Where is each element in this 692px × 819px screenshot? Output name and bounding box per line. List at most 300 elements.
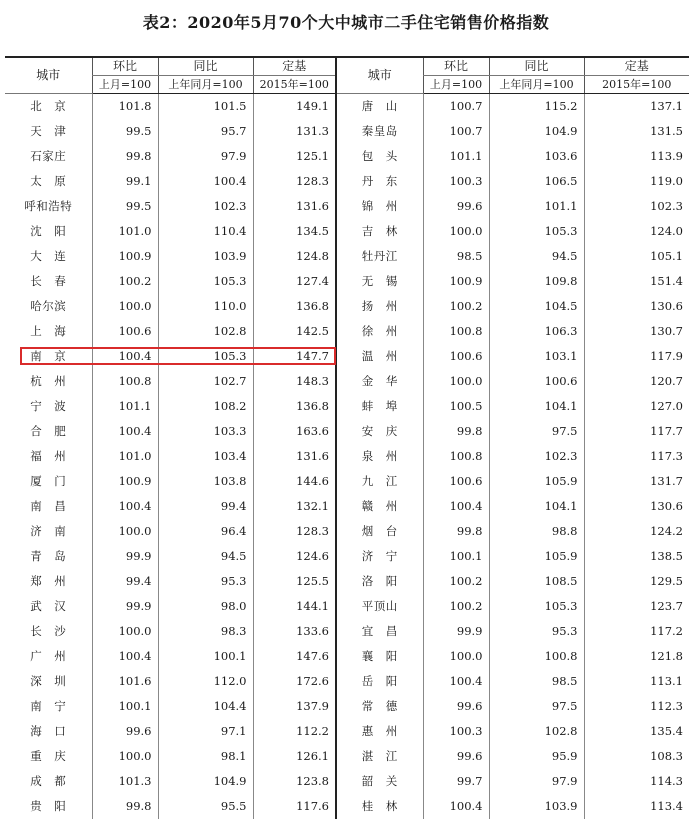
value-base: 142.5 bbox=[253, 319, 336, 344]
value-yoy: 97.9 bbox=[489, 769, 584, 794]
city-name-left bbox=[5, 269, 92, 294]
value-yoy: 94.5 bbox=[158, 544, 253, 569]
city-name-left bbox=[5, 244, 92, 269]
value-yoy: 106.3 bbox=[489, 319, 584, 344]
value-base: 130.6 bbox=[584, 494, 689, 519]
table-row bbox=[5, 419, 689, 444]
price-index-table bbox=[5, 56, 689, 819]
value-yoy: 103.8 bbox=[158, 469, 253, 494]
value-yoy: 103.4 bbox=[158, 444, 253, 469]
value-mom: 98.5 bbox=[423, 244, 489, 269]
value-yoy: 95.5 bbox=[158, 794, 253, 819]
value-base: 123.8 bbox=[253, 769, 336, 794]
city-label: 惠 州 bbox=[362, 724, 398, 738]
value-base: 136.8 bbox=[253, 394, 336, 419]
city-name-right bbox=[336, 219, 423, 244]
value-mom: 100.6 bbox=[92, 319, 158, 344]
city-label: 石家庄 bbox=[30, 149, 66, 163]
value-mom: 101.0 bbox=[92, 219, 158, 244]
table-row bbox=[5, 194, 689, 219]
city-name-left bbox=[5, 694, 92, 719]
city-label: 韶 关 bbox=[362, 774, 398, 788]
city-name-right bbox=[336, 794, 423, 819]
value-mom: 99.6 bbox=[92, 719, 158, 744]
value-mom: 99.8 bbox=[423, 419, 489, 444]
city-name-left bbox=[5, 519, 92, 544]
city-label: 郑 州 bbox=[30, 574, 66, 588]
value-base: 130.7 bbox=[584, 319, 689, 344]
city-label: 金 华 bbox=[362, 374, 398, 388]
value-base: 172.6 bbox=[253, 669, 336, 694]
header-base-sub-right: 2015年=100 bbox=[584, 76, 689, 94]
value-yoy: 95.3 bbox=[158, 569, 253, 594]
value-base: 137.1 bbox=[584, 94, 689, 120]
city-label: 常 德 bbox=[362, 699, 398, 713]
value-yoy: 103.1 bbox=[489, 344, 584, 369]
table-row bbox=[5, 469, 689, 494]
value-base: 138.5 bbox=[584, 544, 689, 569]
value-base: 131.6 bbox=[253, 194, 336, 219]
city-name-left bbox=[5, 444, 92, 469]
city-label: 太 原 bbox=[30, 174, 66, 188]
city-label: 济 宁 bbox=[362, 549, 398, 563]
value-base: 131.5 bbox=[584, 119, 689, 144]
city-name-left bbox=[5, 469, 92, 494]
city-label: 扬 州 bbox=[362, 299, 398, 313]
city-label: 广 州 bbox=[30, 649, 66, 663]
table-body bbox=[5, 94, 689, 819]
value-yoy: 102.7 bbox=[158, 369, 253, 394]
city-name-left bbox=[5, 94, 92, 120]
table-row bbox=[5, 794, 689, 819]
city-label: 福 州 bbox=[30, 449, 66, 463]
value-mom: 100.0 bbox=[92, 619, 158, 644]
value-base: 105.1 bbox=[584, 244, 689, 269]
city-name-right bbox=[336, 119, 423, 144]
table-row bbox=[5, 169, 689, 194]
header-base-sub: 2015年=100 bbox=[253, 76, 336, 94]
value-mom: 100.4 bbox=[92, 494, 158, 519]
city-name-right bbox=[336, 419, 423, 444]
value-base: 144.6 bbox=[253, 469, 336, 494]
value-yoy: 112.0 bbox=[158, 669, 253, 694]
header-mom-right: 环比 bbox=[423, 57, 489, 76]
value-mom: 100.3 bbox=[423, 719, 489, 744]
value-base: 102.3 bbox=[584, 194, 689, 219]
table-row bbox=[5, 519, 689, 544]
city-label: 岳 阳 bbox=[362, 674, 398, 688]
value-yoy: 98.3 bbox=[158, 619, 253, 644]
value-base: 117.3 bbox=[584, 444, 689, 469]
city-name-left bbox=[5, 794, 92, 819]
city-label: 天 津 bbox=[30, 124, 66, 138]
value-base: 124.8 bbox=[253, 244, 336, 269]
city-label: 厦 门 bbox=[30, 474, 66, 488]
value-mom: 100.0 bbox=[92, 519, 158, 544]
table-row bbox=[5, 144, 689, 169]
table-row bbox=[5, 594, 689, 619]
value-mom: 100.4 bbox=[92, 419, 158, 444]
value-base: 148.3 bbox=[253, 369, 336, 394]
value-yoy: 100.6 bbox=[489, 369, 584, 394]
city-label: 安 庆 bbox=[362, 424, 398, 438]
city-name-left bbox=[5, 219, 92, 244]
value-yoy: 97.5 bbox=[489, 694, 584, 719]
value-yoy: 102.3 bbox=[489, 444, 584, 469]
city-label: 海 口 bbox=[30, 724, 66, 738]
table-row bbox=[5, 669, 689, 694]
city-label: 上 海 bbox=[30, 324, 66, 338]
value-mom: 100.5 bbox=[423, 394, 489, 419]
value-yoy: 98.1 bbox=[158, 744, 253, 769]
city-name-right bbox=[336, 144, 423, 169]
city-name-left bbox=[5, 644, 92, 669]
value-mom: 100.7 bbox=[423, 94, 489, 120]
value-mom: 100.6 bbox=[423, 469, 489, 494]
value-yoy: 95.7 bbox=[158, 119, 253, 144]
city-label: 无 锡 bbox=[362, 274, 398, 288]
value-mom: 99.5 bbox=[92, 194, 158, 219]
value-mom: 100.4 bbox=[423, 794, 489, 819]
value-base: 119.0 bbox=[584, 169, 689, 194]
value-mom: 100.0 bbox=[92, 294, 158, 319]
city-label: 南 昌 bbox=[30, 499, 66, 513]
value-mom: 100.2 bbox=[423, 569, 489, 594]
city-label: 温 州 bbox=[362, 349, 398, 363]
city-label: 吉 林 bbox=[362, 224, 398, 238]
table-row bbox=[5, 269, 689, 294]
header-yoy-right: 同比 bbox=[489, 57, 584, 76]
value-yoy: 105.3 bbox=[158, 269, 253, 294]
value-yoy: 105.3 bbox=[489, 219, 584, 244]
table-row bbox=[5, 619, 689, 644]
value-mom: 99.6 bbox=[423, 744, 489, 769]
value-yoy: 99.4 bbox=[158, 494, 253, 519]
value-mom: 100.2 bbox=[423, 594, 489, 619]
table-row bbox=[5, 744, 689, 769]
value-base: 127.4 bbox=[253, 269, 336, 294]
city-label: 济 南 bbox=[30, 524, 66, 538]
value-yoy: 110.0 bbox=[158, 294, 253, 319]
value-base: 125.1 bbox=[253, 144, 336, 169]
city-label: 南 京 bbox=[30, 349, 66, 363]
value-yoy: 102.8 bbox=[489, 719, 584, 744]
value-base: 127.0 bbox=[584, 394, 689, 419]
value-base: 151.4 bbox=[584, 269, 689, 294]
value-base: 114.3 bbox=[584, 769, 689, 794]
value-base: 133.6 bbox=[253, 619, 336, 644]
value-mom: 100.8 bbox=[92, 369, 158, 394]
value-base: 117.2 bbox=[584, 619, 689, 644]
city-name-right bbox=[336, 544, 423, 569]
value-base: 128.3 bbox=[253, 169, 336, 194]
city-label: 宁 波 bbox=[30, 399, 66, 413]
city-label: 赣 州 bbox=[362, 499, 398, 513]
value-base: 163.6 bbox=[253, 419, 336, 444]
value-yoy: 98.5 bbox=[489, 669, 584, 694]
city-name-right bbox=[336, 319, 423, 344]
value-yoy: 103.9 bbox=[489, 794, 584, 819]
city-label: 九 江 bbox=[362, 474, 398, 488]
city-name-right bbox=[336, 669, 423, 694]
table-row bbox=[5, 319, 689, 344]
city-name-right bbox=[336, 194, 423, 219]
value-base: 112.3 bbox=[584, 694, 689, 719]
table-row bbox=[5, 219, 689, 244]
city-label: 锦 州 bbox=[362, 199, 398, 213]
value-yoy: 110.4 bbox=[158, 219, 253, 244]
value-base: 131.7 bbox=[584, 469, 689, 494]
city-name-left bbox=[5, 544, 92, 569]
city-name-right bbox=[336, 394, 423, 419]
city-name-right bbox=[336, 569, 423, 594]
value-mom: 100.4 bbox=[423, 669, 489, 694]
value-mom: 100.8 bbox=[423, 444, 489, 469]
value-base: 149.1 bbox=[253, 94, 336, 120]
value-mom: 101.1 bbox=[92, 394, 158, 419]
value-base: 144.1 bbox=[253, 594, 336, 619]
city-label: 唐 山 bbox=[362, 99, 398, 113]
city-label: 包 头 bbox=[362, 149, 398, 163]
header-yoy-sub: 上年同月=100 bbox=[158, 76, 253, 94]
city-label: 徐 州 bbox=[362, 324, 398, 338]
city-name-left bbox=[5, 769, 92, 794]
value-base: 123.7 bbox=[584, 594, 689, 619]
value-base: 124.2 bbox=[584, 519, 689, 544]
value-base: 147.6 bbox=[253, 644, 336, 669]
value-yoy: 94.5 bbox=[489, 244, 584, 269]
header-city-right: 城市 bbox=[336, 57, 423, 94]
value-mom: 99.1 bbox=[92, 169, 158, 194]
city-name-left bbox=[5, 294, 92, 319]
value-yoy: 97.1 bbox=[158, 719, 253, 744]
city-name-left bbox=[5, 669, 92, 694]
city-name-right bbox=[336, 344, 423, 369]
city-label: 贵 阳 bbox=[30, 799, 66, 813]
city-label: 青 岛 bbox=[30, 549, 66, 563]
city-name-right bbox=[336, 169, 423, 194]
city-label: 长 沙 bbox=[30, 624, 66, 638]
value-base: 131.6 bbox=[253, 444, 336, 469]
city-label: 丹 东 bbox=[362, 174, 398, 188]
city-name-left bbox=[5, 494, 92, 519]
value-base: 112.2 bbox=[253, 719, 336, 744]
header-mom: 环比 bbox=[92, 57, 158, 76]
city-name-left bbox=[5, 169, 92, 194]
value-mom: 99.9 bbox=[92, 544, 158, 569]
table-row bbox=[5, 369, 689, 394]
value-mom: 100.9 bbox=[92, 469, 158, 494]
value-yoy: 100.8 bbox=[489, 644, 584, 669]
city-name-left bbox=[5, 319, 92, 344]
header-city: 城市 bbox=[5, 57, 92, 94]
value-yoy: 105.3 bbox=[158, 344, 253, 369]
value-yoy: 98.0 bbox=[158, 594, 253, 619]
table-row bbox=[5, 444, 689, 469]
value-yoy: 104.1 bbox=[489, 494, 584, 519]
value-mom: 100.0 bbox=[92, 744, 158, 769]
city-label: 襄 阳 bbox=[362, 649, 398, 663]
city-label: 重 庆 bbox=[30, 749, 66, 763]
value-mom: 100.2 bbox=[423, 294, 489, 319]
value-mom: 100.1 bbox=[423, 544, 489, 569]
value-base: 137.9 bbox=[253, 694, 336, 719]
value-yoy: 105.9 bbox=[489, 544, 584, 569]
city-name-right bbox=[336, 719, 423, 744]
city-label: 桂 林 bbox=[362, 799, 398, 813]
city-label: 烟 台 bbox=[362, 524, 398, 538]
city-label: 大 连 bbox=[30, 249, 66, 263]
value-mom: 99.8 bbox=[423, 519, 489, 544]
value-mom: 100.9 bbox=[92, 244, 158, 269]
city-label: 呼和浩特 bbox=[24, 199, 72, 213]
city-name-right bbox=[336, 694, 423, 719]
city-name-right bbox=[336, 244, 423, 269]
value-yoy: 109.8 bbox=[489, 269, 584, 294]
header-base: 定基 bbox=[253, 57, 336, 76]
value-base: 125.5 bbox=[253, 569, 336, 594]
table-row bbox=[5, 494, 689, 519]
city-label: 牡丹江 bbox=[362, 249, 398, 263]
city-name-left bbox=[5, 744, 92, 769]
value-yoy: 104.9 bbox=[158, 769, 253, 794]
value-mom: 100.3 bbox=[423, 169, 489, 194]
value-mom: 101.8 bbox=[92, 94, 158, 120]
value-base: 135.4 bbox=[584, 719, 689, 744]
city-name-left bbox=[5, 719, 92, 744]
city-label: 洛 阳 bbox=[362, 574, 398, 588]
table-row bbox=[5, 719, 689, 744]
city-label: 杭 州 bbox=[30, 374, 66, 388]
city-label: 深 圳 bbox=[30, 674, 66, 688]
value-yoy: 101.5 bbox=[158, 94, 253, 120]
value-yoy: 115.2 bbox=[489, 94, 584, 120]
value-base: 131.3 bbox=[253, 119, 336, 144]
value-yoy: 98.8 bbox=[489, 519, 584, 544]
value-mom: 101.1 bbox=[423, 144, 489, 169]
value-yoy: 101.1 bbox=[489, 194, 584, 219]
city-label: 哈尔滨 bbox=[30, 299, 66, 313]
header-yoy-sub-right: 上年同月=100 bbox=[489, 76, 584, 94]
header-yoy: 同比 bbox=[158, 57, 253, 76]
value-mom: 100.8 bbox=[423, 319, 489, 344]
value-yoy: 105.3 bbox=[489, 594, 584, 619]
city-name-left bbox=[5, 119, 92, 144]
table-row bbox=[5, 569, 689, 594]
city-name-right bbox=[336, 619, 423, 644]
city-label: 秦皇岛 bbox=[362, 124, 398, 138]
table-row bbox=[5, 544, 689, 569]
value-yoy: 103.6 bbox=[489, 144, 584, 169]
value-mom: 100.7 bbox=[423, 119, 489, 144]
table-row bbox=[5, 644, 689, 669]
city-name-right bbox=[336, 519, 423, 544]
value-mom: 100.2 bbox=[92, 269, 158, 294]
city-name-right bbox=[336, 469, 423, 494]
value-mom: 99.9 bbox=[92, 594, 158, 619]
value-mom: 99.4 bbox=[92, 569, 158, 594]
value-yoy: 108.5 bbox=[489, 569, 584, 594]
value-mom: 100.4 bbox=[92, 344, 158, 369]
value-mom: 100.1 bbox=[92, 694, 158, 719]
value-yoy: 103.9 bbox=[158, 244, 253, 269]
table-row bbox=[5, 694, 689, 719]
value-yoy: 100.4 bbox=[158, 169, 253, 194]
value-base: 128.3 bbox=[253, 519, 336, 544]
value-base: 113.9 bbox=[584, 144, 689, 169]
city-name-right bbox=[336, 444, 423, 469]
value-mom: 101.3 bbox=[92, 769, 158, 794]
city-name-right bbox=[336, 369, 423, 394]
value-mom: 100.4 bbox=[92, 644, 158, 669]
value-yoy: 105.9 bbox=[489, 469, 584, 494]
value-yoy: 104.9 bbox=[489, 119, 584, 144]
value-yoy: 96.4 bbox=[158, 519, 253, 544]
city-label: 武 汉 bbox=[30, 599, 66, 613]
city-label: 长 春 bbox=[30, 274, 66, 288]
value-yoy: 95.9 bbox=[489, 744, 584, 769]
city-name-left bbox=[5, 419, 92, 444]
value-base: 129.5 bbox=[584, 569, 689, 594]
value-base: 132.1 bbox=[253, 494, 336, 519]
value-mom: 99.8 bbox=[92, 144, 158, 169]
city-name-right bbox=[336, 94, 423, 120]
city-name-left bbox=[5, 369, 92, 394]
table-row bbox=[5, 769, 689, 794]
value-mom: 100.4 bbox=[423, 494, 489, 519]
table-row bbox=[5, 119, 689, 144]
value-yoy: 108.2 bbox=[158, 394, 253, 419]
city-name-left bbox=[5, 344, 92, 369]
city-label: 平顶山 bbox=[362, 599, 398, 613]
city-name-left bbox=[5, 194, 92, 219]
header-row-main bbox=[5, 57, 689, 76]
value-mom: 100.0 bbox=[423, 219, 489, 244]
value-yoy: 95.3 bbox=[489, 619, 584, 644]
table-row bbox=[5, 294, 689, 319]
city-label: 成 都 bbox=[30, 774, 66, 788]
city-label: 南 宁 bbox=[30, 699, 66, 713]
city-name-left bbox=[5, 569, 92, 594]
value-base: 120.7 bbox=[584, 369, 689, 394]
value-base: 124.6 bbox=[253, 544, 336, 569]
value-mom: 99.6 bbox=[423, 194, 489, 219]
value-yoy: 104.4 bbox=[158, 694, 253, 719]
value-yoy: 97.5 bbox=[489, 419, 584, 444]
value-base: 117.9 bbox=[584, 344, 689, 369]
value-base: 113.1 bbox=[584, 669, 689, 694]
city-label: 北 京 bbox=[30, 99, 66, 113]
city-label: 沈 阳 bbox=[30, 224, 66, 238]
value-base: 121.8 bbox=[584, 644, 689, 669]
value-base: 124.0 bbox=[584, 219, 689, 244]
value-mom: 100.9 bbox=[423, 269, 489, 294]
value-yoy: 97.9 bbox=[158, 144, 253, 169]
city-name-left bbox=[5, 394, 92, 419]
value-mom: 100.6 bbox=[423, 344, 489, 369]
table-row bbox=[5, 344, 689, 369]
value-yoy: 106.5 bbox=[489, 169, 584, 194]
city-name-right bbox=[336, 769, 423, 794]
header-mom-sub: 上月=100 bbox=[92, 76, 158, 94]
city-name-left bbox=[5, 144, 92, 169]
value-mom: 99.9 bbox=[423, 619, 489, 644]
city-label: 泉 州 bbox=[362, 449, 398, 463]
city-name-right bbox=[336, 744, 423, 769]
city-label: 湛 江 bbox=[362, 749, 398, 763]
value-yoy: 104.1 bbox=[489, 394, 584, 419]
value-mom: 101.0 bbox=[92, 444, 158, 469]
